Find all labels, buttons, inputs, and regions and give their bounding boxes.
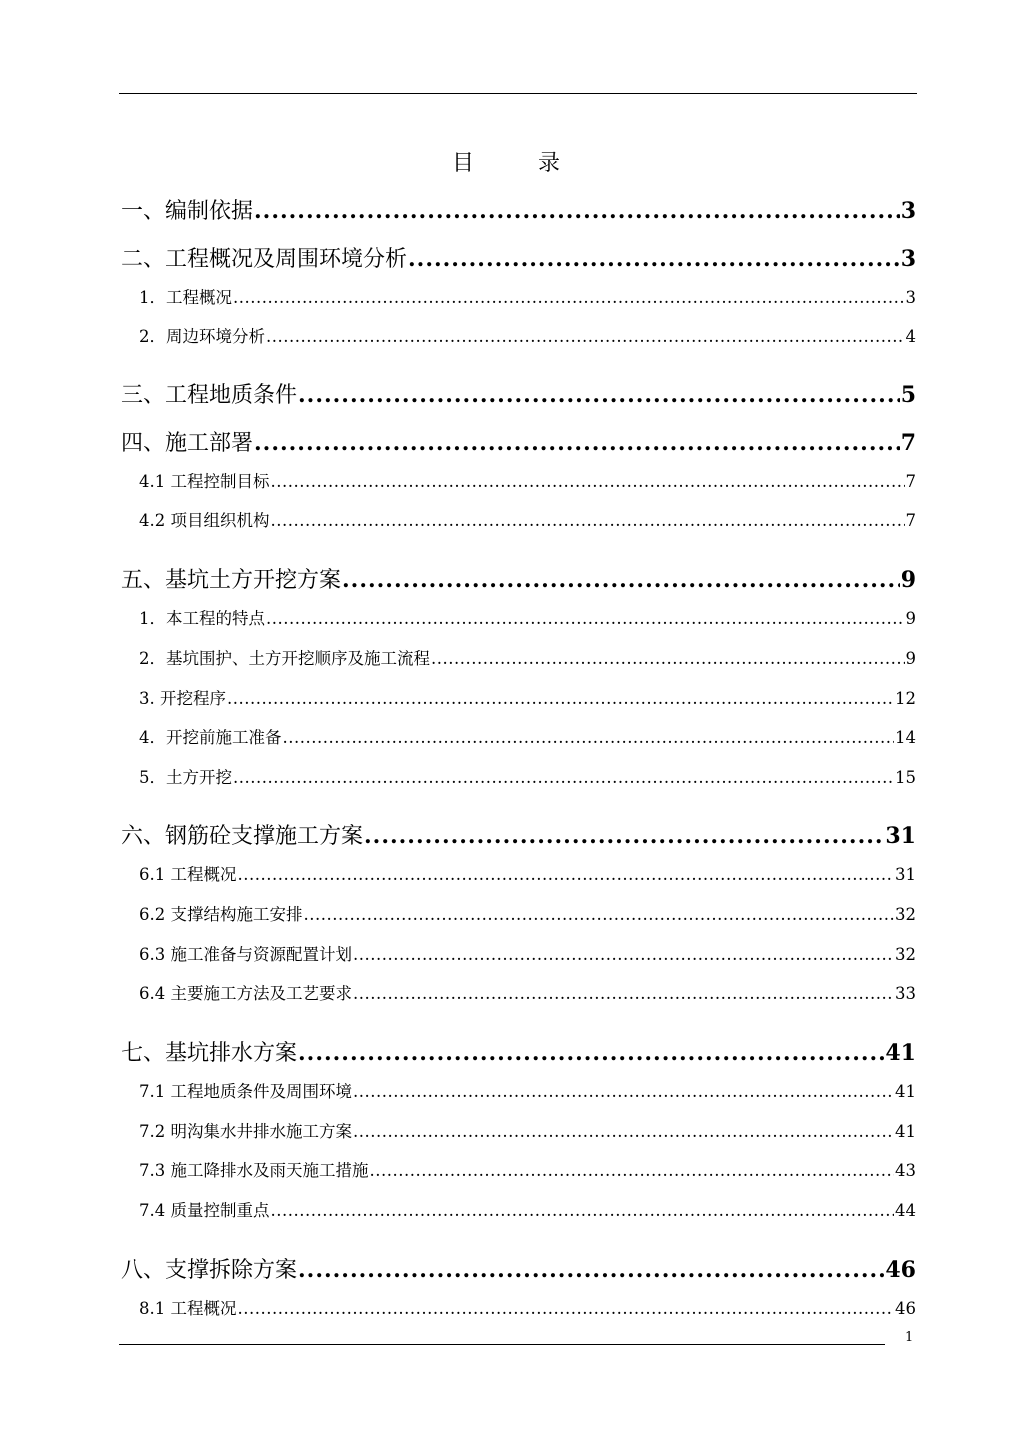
toc-entry-label: 六、钢筋砼支撑施工方案: [121, 824, 364, 849]
toc-leader-dots: [298, 382, 900, 408]
toc-entry-label: 五、基坑土方开挖方案: [121, 568, 342, 593]
toc-leader-dots: [266, 327, 905, 346]
toc-entry-page: 9: [905, 609, 916, 628]
toc-entry-page: 12: [895, 689, 916, 708]
toc-entry-page: 31: [885, 823, 916, 849]
toc-leader-dots: [227, 689, 894, 708]
toc-entry-page: 15: [895, 768, 916, 787]
toc-entry-label: 7.4 质量控制重点: [139, 1201, 270, 1220]
toc-entry-label: 7.3 施工降排水及雨天施工措施: [139, 1161, 369, 1180]
toc-entry-label: 6.1 工程概况: [139, 865, 237, 884]
toc-entry-page: 31: [895, 865, 916, 884]
toc-entry-label: 6.3 施工准备与资源配置计划: [139, 945, 352, 964]
toc-leader-dots: [431, 649, 905, 668]
toc-entry[interactable]: [121, 563, 916, 593]
toc-entry-page: 3: [905, 288, 916, 307]
toc-leader-dots: [238, 1299, 895, 1318]
toc-entry-page: 41: [895, 1082, 916, 1101]
toc-leader-dots: [271, 1201, 895, 1220]
toc-entry[interactable]: [139, 861, 916, 885]
toc-entry-page: 46: [895, 1299, 916, 1318]
toc-entry-page: 41: [885, 1040, 916, 1066]
toc-entry-page: 33: [895, 984, 916, 1003]
toc-leader-dots: [238, 865, 895, 884]
toc-entry-label: 八、支撑拆除方案: [121, 1258, 298, 1283]
toc-entry-page: 7: [905, 511, 916, 530]
toc-entry-page: 5: [900, 382, 916, 408]
toc-leader-dots: [298, 1040, 884, 1066]
toc-leader-dots: [408, 246, 900, 272]
toc-entry-label: 8.1 工程概况: [139, 1299, 237, 1318]
toc-entry-label: 7.1 工程地质条件及周围环境: [139, 1082, 352, 1101]
toc-entry-page: 3: [900, 198, 916, 224]
toc-entry-page: 7: [900, 430, 916, 456]
footer-rule: [119, 1344, 885, 1345]
toc-entry[interactable]: [121, 1253, 916, 1283]
toc-entry-label: 1．本工程的特点: [139, 609, 265, 628]
toc-leader-dots: [271, 472, 905, 491]
toc-leader-dots: [353, 1082, 894, 1101]
toc-entry-label: 2．周边环境分析: [139, 327, 265, 346]
toc-entry-page: 3: [900, 246, 916, 272]
toc-entry-page: 32: [895, 945, 916, 964]
toc-entry[interactable]: [121, 242, 916, 272]
toc-entry-label: 七、基坑排水方案: [121, 1041, 298, 1066]
toc-entry[interactable]: [121, 1036, 916, 1066]
toc-entry[interactable]: [139, 980, 916, 1004]
toc-entry[interactable]: [121, 426, 916, 456]
toc-entry-label: 1．工程概况: [139, 288, 232, 307]
toc-entry-label: 4.1 工程控制目标: [139, 472, 270, 491]
toc-entry[interactable]: [139, 507, 916, 531]
toc-entry-page: 32: [895, 905, 916, 924]
toc-entry[interactable]: [139, 468, 916, 492]
toc-entry[interactable]: [139, 323, 916, 347]
toc-entry[interactable]: [139, 1197, 916, 1221]
toc-leader-dots: [304, 905, 895, 924]
toc-entry[interactable]: [139, 901, 916, 925]
toc-leader-dots: [353, 945, 894, 964]
toc-leader-dots: [353, 1122, 894, 1141]
toc-title-part2: 录: [538, 151, 561, 176]
toc-entry[interactable]: [121, 819, 916, 849]
toc-entry-page: 46: [885, 1257, 916, 1283]
toc-leader-dots: [271, 511, 905, 530]
toc-entry[interactable]: [139, 605, 916, 629]
toc-entry-label: 三、工程地质条件: [121, 383, 298, 408]
toc-entry[interactable]: [139, 724, 916, 748]
toc-entry-page: 43: [895, 1161, 916, 1180]
toc-entry-label: 3. 开挖程序: [139, 689, 226, 708]
toc-entry-page: 4: [905, 327, 916, 346]
toc-leader-dots: [370, 1161, 895, 1180]
toc-entry-page: 41: [895, 1122, 916, 1141]
toc-entry[interactable]: [121, 194, 916, 224]
toc-leader-dots: [353, 984, 894, 1003]
toc-entry-page: 7: [905, 472, 916, 491]
header-rule: [119, 93, 917, 94]
toc-entry[interactable]: [139, 941, 916, 965]
toc-entry-label: 2．基坑围护、土方开挖顺序及施工流程: [139, 649, 430, 668]
toc-entry-label: 一、编制依据: [121, 199, 254, 224]
toc-entry-page: 9: [905, 649, 916, 668]
toc-entry[interactable]: [139, 764, 916, 788]
toc-leader-dots: [298, 1257, 884, 1283]
toc-entry-page: 14: [895, 728, 916, 747]
toc-leader-dots: [254, 430, 900, 456]
toc-entry[interactable]: [139, 685, 916, 709]
toc-entry[interactable]: [139, 1118, 916, 1142]
toc-entry-page: 9: [900, 567, 916, 593]
toc-entry-label: 二、工程概况及周围环境分析: [121, 247, 408, 272]
toc-leader-dots: [364, 823, 884, 849]
page-number: 1: [905, 1330, 914, 1345]
toc-title-part1: 目: [451, 151, 474, 176]
toc-entry-label: 6.4 主要施工方法及工艺要求: [139, 984, 352, 1003]
toc-leader-dots: [254, 198, 900, 224]
toc-entry-label: 5．土方开挖: [139, 768, 232, 787]
toc-leader-dots: [233, 768, 894, 787]
toc-entry-label: 6.2 支撑结构施工安排: [139, 905, 303, 924]
toc-leader-dots: [266, 609, 905, 628]
toc-entry[interactable]: [121, 378, 916, 408]
toc-entry-label: 4．开挖前施工准备: [139, 728, 282, 747]
toc-entry[interactable]: [139, 645, 916, 669]
toc-leader-dots: [342, 567, 900, 593]
toc-entry[interactable]: [139, 1295, 916, 1319]
toc-entry[interactable]: [139, 1157, 916, 1181]
toc-entry-label: 四、施工部署: [121, 431, 254, 456]
toc-entry[interactable]: [139, 1078, 916, 1102]
toc-entry-page: 44: [895, 1201, 916, 1220]
toc-entry[interactable]: [139, 284, 916, 308]
toc-leader-dots: [283, 728, 895, 747]
toc-title: [0, 146, 1012, 177]
toc-entry-label: 4.2 项目组织机构: [139, 511, 270, 530]
toc-entry-label: 7.2 明沟集水井排水施工方案: [139, 1122, 352, 1141]
toc-leader-dots: [233, 288, 905, 307]
